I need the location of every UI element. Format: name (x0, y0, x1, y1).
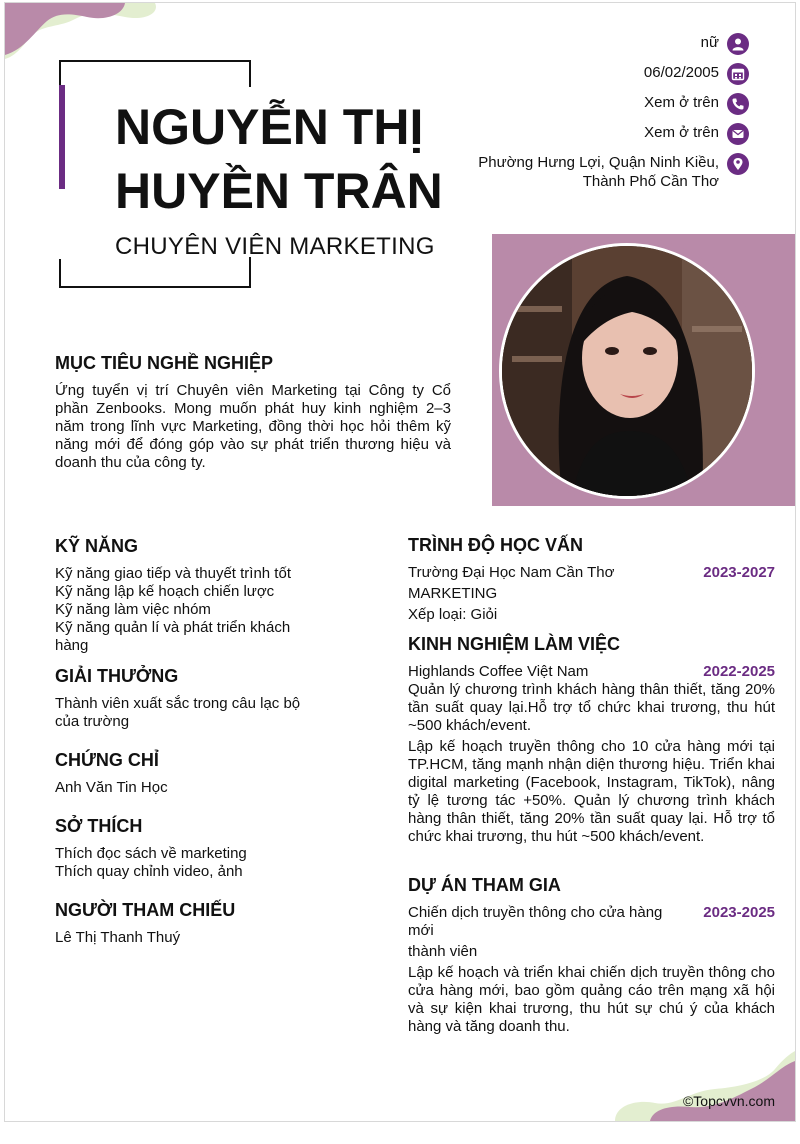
projects-section (408, 875, 775, 1036)
certificates-section (55, 750, 321, 797)
objective-heading: MỤC TIÊU NGHỀ NGHIỆP (55, 353, 274, 373)
experience-heading: KINH NGHIỆM LÀM VIỆC (408, 634, 621, 654)
experience-desc-1: Quản lý chương trình khách hàng thân thiết, tăng 20% tần suất quay lại.Hỗ trợ tổ chức khai trương, thu hút ~500 khách/event. (408, 681, 775, 734)
skills-section (55, 536, 321, 655)
mail-icon (727, 123, 749, 145)
education-grade: Xếp loại: Giỏi (408, 606, 498, 623)
hobbies-heading: SỞ THÍCH (55, 816, 143, 836)
calendar-icon (727, 63, 749, 85)
portrait-illustration (502, 246, 752, 496)
skill-item: Kỹ năng lập kế hoạch chiến lược (55, 583, 275, 600)
project-years: 2023-2025 (703, 904, 775, 921)
references-heading: NGƯỜI THAM CHIẾU (55, 900, 236, 920)
phone-icon (727, 93, 749, 115)
contact-list (389, 33, 749, 199)
education-row (408, 564, 775, 582)
experience-row (408, 663, 775, 681)
project-row (408, 904, 775, 940)
full-name-line-1: NGUYỄN THỊ (115, 99, 424, 155)
phone-text[interactable]: Xem ở trên (644, 94, 719, 111)
experience-years: 2022-2025 (703, 663, 775, 680)
gender-text: nữ (700, 34, 719, 51)
education-section (408, 535, 775, 624)
objective-section (55, 353, 451, 472)
hobbies-section (55, 816, 321, 881)
skills-heading: KỸ NĂNG (55, 536, 139, 556)
cv-page (4, 2, 796, 1122)
objective-text: Ứng tuyển vị trí Chuyên viên Marketing tại Công ty Cổ phần Zenbooks. Mong muốn phát huy kinh nghiệm 2–3 năm trong lĩnh vực Marketing, đồng thời học hỏi thêm kỹ năng mới để đóng góp vào sự phát triển thương hiệu và doanh thu của công ty. (55, 382, 451, 471)
full-name-line-2: HUYỀN TRÂN (115, 163, 443, 219)
contact-email (389, 123, 749, 145)
awards-text: Thành viên xuất sắc trong câu lạc bộ của trường (55, 695, 301, 730)
contact-address (389, 153, 749, 191)
education-years: 2023-2027 (703, 564, 775, 581)
certificates-text: Anh Văn Tin Học (55, 779, 168, 796)
projects-heading: DỰ ÁN THAM GIA (408, 875, 561, 895)
location-pin-icon (727, 153, 749, 175)
corner-decoration-bottom (605, 1051, 795, 1121)
skill-item: Kỹ năng quản lí và phát triển khách hàng (55, 619, 291, 654)
contact-phone (389, 93, 749, 115)
awards-section (55, 666, 321, 731)
school-name: Trường Đại Học Nam Cần Thơ (408, 564, 615, 581)
certificates-heading: CHỨNG CHỈ (55, 750, 159, 770)
education-major: MARKETING (408, 585, 498, 602)
contact-dob (389, 63, 749, 85)
project-role: thành viên (408, 943, 478, 960)
hobby-item: Thích đọc sách về marketing (55, 845, 247, 862)
experience-desc-2: Lập kế hoạch truyền thông cho 10 cửa hàng mới tại TP.HCM, tăng mạnh nhận diện thương hiệu. Triển khai digital marketing (Facebook, Instagram, TikTok), nâng tỷ lệ tương tác +50%. Quản lý chương trình khách hàng thân thiết, tăng 20% tần suất quay lại. Hỗ trợ tổ chức khai trương, thu hút ~500 khách/event. (408, 738, 775, 845)
project-name: Chiến dịch truyền thông cho cửa hàng mới (408, 904, 663, 939)
company-name: Highlands Coffee Việt Nam (408, 663, 589, 680)
address-text: Phường Hưng Lợi, Quận Ninh Kiều, Thành Phố Cần Thơ (478, 154, 719, 190)
profile-photo (499, 243, 755, 499)
skill-item: Kỹ năng làm việc nhóm (55, 601, 211, 618)
user-icon (727, 33, 749, 55)
education-heading: TRÌNH ĐỘ HỌC VẤN (408, 535, 583, 555)
corner-decoration (5, 3, 165, 63)
references-section (55, 900, 321, 947)
experience-section (408, 634, 775, 846)
skill-item: Kỹ năng giao tiếp và thuyết trình tốt (55, 565, 291, 582)
project-desc: Lập kế hoạch và triển khai chiến dịch truyền thông cho cửa hàng mới, bao gồm quảng cáo trên mạng xã hội và sự kiện khai trương, thu hút sự chú ý của khách hàng và tăng doanh thu. (408, 964, 775, 1035)
dob-text: 06/02/2005 (643, 64, 719, 81)
references-text: Lê Thị Thanh Thuý (55, 929, 181, 946)
contact-gender (389, 33, 749, 55)
awards-heading: GIẢI THƯỞNG (55, 666, 179, 686)
footer-credit[interactable]: ©Topcvvn.com (682, 1093, 775, 1109)
job-title: CHUYÊN VIÊN MARKETING (115, 233, 435, 260)
hobby-item: Thích quay chỉnh video, ảnh (55, 863, 243, 880)
email-text[interactable]: Xem ở trên (644, 124, 719, 141)
